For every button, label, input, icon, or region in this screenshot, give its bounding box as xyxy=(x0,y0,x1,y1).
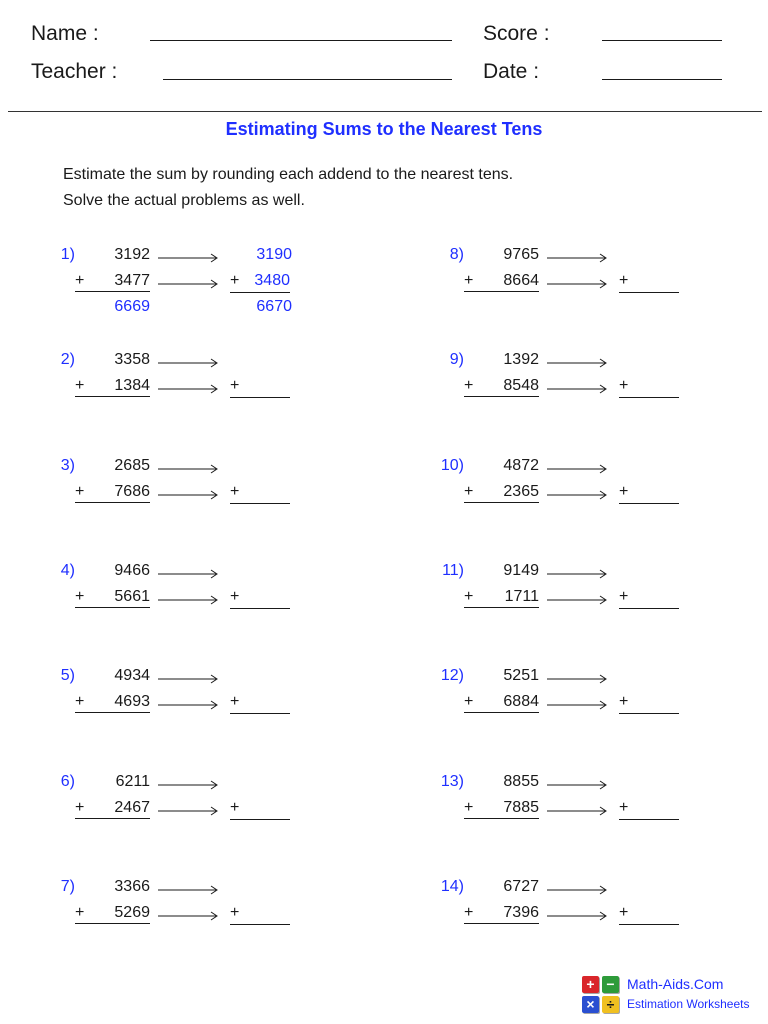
addend-2 xyxy=(464,904,539,924)
addend-2-value: 7396 xyxy=(503,903,539,921)
addend-1: 3358 xyxy=(114,351,150,369)
problem xyxy=(434,878,734,958)
addend-2 xyxy=(75,377,150,397)
plus-sign: + xyxy=(619,482,629,500)
date-label: Date : xyxy=(483,60,540,83)
addend-2 xyxy=(75,799,150,819)
name-label: Name : xyxy=(31,22,99,45)
problem xyxy=(434,457,734,537)
addend-2-value: 5269 xyxy=(114,903,150,921)
plus-sign: + xyxy=(230,272,240,289)
plus-sign: + xyxy=(464,482,474,500)
arrow-icon xyxy=(158,592,218,602)
addend-2 xyxy=(464,272,539,292)
arrow-icon xyxy=(158,908,218,918)
plus-sign: + xyxy=(75,482,85,500)
instruction-line-1: Estimate the sum by rounding each addend to the nearest tens. xyxy=(63,166,514,183)
addend-1: 6211 xyxy=(115,772,150,790)
addend-2-value: 4693 xyxy=(114,693,150,711)
math-aids-logo xyxy=(582,976,622,1016)
arrow-icon xyxy=(547,461,607,471)
addend-2-value: 7885 xyxy=(503,798,539,816)
name-field[interactable] xyxy=(150,40,452,41)
arrow-icon xyxy=(547,882,607,892)
problem-number: 4) xyxy=(60,561,75,579)
problem-number: 8) xyxy=(449,246,464,263)
arrow-icon xyxy=(158,487,218,497)
addend-2-value: 3477 xyxy=(114,272,150,289)
problem-number: 9) xyxy=(449,351,464,369)
date-field[interactable] xyxy=(602,79,722,80)
arrow-icon xyxy=(158,671,218,681)
estimate-2-field[interactable] xyxy=(619,693,679,714)
brand-link[interactable]: Math-Aids.Com xyxy=(627,976,724,992)
estimated-sum: 6670 xyxy=(256,298,292,315)
plus-sign: + xyxy=(75,903,85,921)
score-field[interactable] xyxy=(602,40,722,41)
score-label: Score : xyxy=(483,22,550,45)
problem-number: 10) xyxy=(440,456,464,474)
plus-sign: + xyxy=(464,693,474,711)
plus-sign: + xyxy=(464,587,474,605)
plus-sign: + xyxy=(75,798,85,816)
addend-2-value: 2365 xyxy=(503,482,539,500)
addend-1: 5251 xyxy=(503,667,539,685)
problem-number: 11) xyxy=(442,561,464,579)
problem xyxy=(45,246,345,326)
plus-sign: + xyxy=(464,903,474,921)
problem-number: 6) xyxy=(60,772,75,790)
addend-2 xyxy=(75,272,150,292)
arrow-icon xyxy=(547,803,607,813)
header-divider xyxy=(8,111,762,112)
addend-1: 9765 xyxy=(503,246,539,263)
actual-sum: 6669 xyxy=(114,298,150,315)
addend-1: 4934 xyxy=(114,667,150,685)
addend-1: 9466 xyxy=(114,561,150,579)
estimate-2-field[interactable] xyxy=(230,377,290,398)
addend-1: 1392 xyxy=(503,351,539,369)
arrow-icon xyxy=(547,250,607,260)
addend-1: 2685 xyxy=(114,456,150,474)
plus-sign: + xyxy=(230,903,240,921)
estimate-2-field[interactable] xyxy=(619,799,679,820)
addend-1: 4872 xyxy=(503,456,539,474)
plus-sign: + xyxy=(464,377,474,395)
plus-sign: + xyxy=(75,272,85,289)
problem-number: 1) xyxy=(60,246,75,263)
arrow-icon xyxy=(547,671,607,681)
addend-1: 3192 xyxy=(114,246,150,263)
plus-icon: + xyxy=(582,976,599,993)
arrow-icon xyxy=(547,592,607,602)
addend-2 xyxy=(75,588,150,608)
addend-2-value: 2467 xyxy=(114,798,150,816)
arrow-icon xyxy=(158,461,218,471)
problem-number: 13) xyxy=(440,772,464,790)
estimate-2-field[interactable] xyxy=(230,693,290,714)
arrow-icon xyxy=(547,777,607,787)
brand-subtitle: Estimation Worksheets xyxy=(627,997,750,1011)
problem xyxy=(434,246,734,326)
addend-2-value: 1711 xyxy=(504,587,539,605)
problem-number: 2) xyxy=(60,351,75,369)
plus-sign: + xyxy=(619,903,629,921)
problem xyxy=(45,457,345,537)
plus-sign: + xyxy=(230,798,240,816)
plus-sign: + xyxy=(464,798,474,816)
addend-2 xyxy=(75,483,150,503)
problem xyxy=(45,667,345,747)
addend-2 xyxy=(464,483,539,503)
plus-sign: + xyxy=(75,377,85,395)
arrow-icon xyxy=(158,803,218,813)
addend-2-value: 1384 xyxy=(114,377,150,395)
addend-2-value: 8664 xyxy=(503,272,539,289)
plus-sign: + xyxy=(619,798,629,816)
estimate-2-field[interactable] xyxy=(230,904,290,925)
estimate-2-field[interactable] xyxy=(230,272,290,293)
arrow-icon xyxy=(158,276,218,286)
estimate-2-field[interactable] xyxy=(619,904,679,925)
arrow-icon xyxy=(547,908,607,918)
addend-2 xyxy=(464,377,539,397)
problem xyxy=(434,562,734,642)
arrow-icon xyxy=(158,697,218,707)
problem-number: 3) xyxy=(60,456,75,474)
estimate-2-field[interactable] xyxy=(230,799,290,820)
addend-1: 9149 xyxy=(503,561,539,579)
plus-sign: + xyxy=(230,693,240,711)
arrow-icon xyxy=(547,381,607,391)
problem xyxy=(434,351,734,431)
times-icon: × xyxy=(582,996,599,1013)
plus-sign: + xyxy=(230,482,240,500)
plus-sign: + xyxy=(464,272,474,289)
minus-icon: − xyxy=(602,976,619,993)
problem-number: 14) xyxy=(440,877,464,895)
problem xyxy=(45,773,345,853)
arrow-icon xyxy=(547,697,607,707)
problem-number: 5) xyxy=(60,667,75,685)
plus-sign: + xyxy=(230,587,240,605)
plus-sign: + xyxy=(230,377,240,395)
arrow-icon xyxy=(547,355,607,365)
problem-number: 12) xyxy=(440,667,464,685)
estimate-2-field[interactable] xyxy=(619,272,679,293)
addend-2-value: 8548 xyxy=(503,377,539,395)
arrow-icon xyxy=(158,882,218,892)
arrow-icon xyxy=(158,566,218,576)
addend-2-value: 7686 xyxy=(114,482,150,500)
arrow-icon xyxy=(547,566,607,576)
divide-icon: ÷ xyxy=(602,996,619,1013)
arrow-icon xyxy=(547,276,607,286)
problem xyxy=(45,878,345,958)
estimate-1: 3190 xyxy=(256,246,292,263)
arrow-icon xyxy=(158,250,218,260)
problem xyxy=(45,351,345,431)
problem xyxy=(434,667,734,747)
teacher-field[interactable] xyxy=(163,79,452,80)
plus-sign: + xyxy=(75,693,85,711)
addend-2 xyxy=(75,693,150,713)
plus-sign: + xyxy=(619,377,629,395)
estimate-2-field[interactable] xyxy=(619,588,679,609)
addend-1: 8855 xyxy=(503,772,539,790)
estimate-2-value: 3480 xyxy=(254,272,290,289)
arrow-icon xyxy=(158,355,218,365)
addend-2 xyxy=(464,693,539,713)
problem xyxy=(45,562,345,642)
plus-sign: + xyxy=(619,587,629,605)
estimate-2-field[interactable] xyxy=(230,483,290,504)
problem-number: 7) xyxy=(60,877,75,895)
estimate-2-field[interactable] xyxy=(230,588,290,609)
addend-2-value: 6884 xyxy=(503,693,539,711)
addend-2 xyxy=(464,799,539,819)
arrow-icon xyxy=(158,381,218,391)
instruction-line-2: Solve the actual problems as well. xyxy=(63,192,305,209)
estimate-2-field[interactable] xyxy=(619,483,679,504)
problem xyxy=(434,773,734,853)
addend-2 xyxy=(464,588,539,608)
estimate-2-field[interactable] xyxy=(619,377,679,398)
addend-1: 3366 xyxy=(114,877,150,895)
addend-1: 6727 xyxy=(503,877,539,895)
worksheet-title: Estimating Sums to the Nearest Tens xyxy=(225,119,543,139)
plus-sign: + xyxy=(619,272,629,289)
plus-sign: + xyxy=(75,587,85,605)
plus-sign: + xyxy=(619,693,629,711)
arrow-icon xyxy=(547,487,607,497)
addend-2 xyxy=(75,904,150,924)
addend-2-value: 5661 xyxy=(114,587,150,605)
teacher-label: Teacher : xyxy=(31,60,118,83)
arrow-icon xyxy=(158,777,218,787)
